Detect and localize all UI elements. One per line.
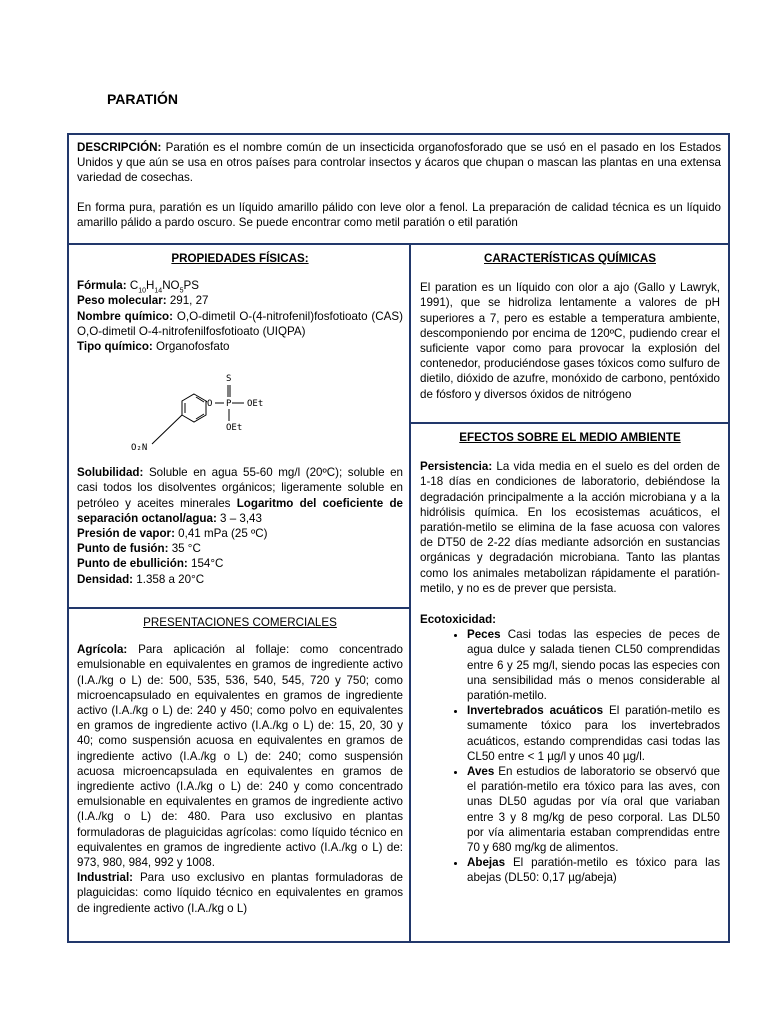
fusion-row: Punto de fusión: 35 °C bbox=[77, 542, 201, 556]
vapor-value: 0,41 mPa (25 ºC) bbox=[178, 527, 268, 541]
struct-oet1-label: OEt bbox=[247, 399, 264, 410]
nombre-row: Nombre químico: O,O-dimetil O-(4-nitrofenil)fosfotioato (CAS) O,O-dimetil O-4-nitrofenilfosfotioato (UIQPA) bbox=[77, 309, 403, 338]
struct-p-label: P bbox=[226, 399, 232, 410]
descripcion-box bbox=[67, 133, 730, 245]
list-item: • Peces Casi todas las especies de peces de agua dulce y salada tienen CL50 comprendidas entre 6 y 25 mg/l, siendo pocas las especies con una sensibilidad más o menos considerable al paratión-metilo. bbox=[467, 627, 720, 703]
propiedades-fisicas-box bbox=[67, 243, 411, 609]
ebullicion-row: Punto de ebullición: 154°C bbox=[77, 557, 224, 571]
formula-row bbox=[77, 278, 403, 293]
caracteristicas-quimicas-box bbox=[409, 243, 730, 424]
industrial-row: Industrial: Para uso exclusivo en plantas formuladoras de plaguicidas: como líquido técnico en equivalentes en gramos de ingrediente activo (I.A./kg o L) bbox=[77, 871, 403, 915]
vapor-row: Presión de vapor: 0,41 mPa (25 ºC) bbox=[77, 527, 268, 541]
densidad-row: Densidad: 1.358 a 20°C bbox=[77, 572, 205, 586]
descripcion-text-1: Paratión es el nombre común de un insecticida organofosforado que se usó en el pasado en los Estados Unidos y que aún se usa en otros países para controlar insectos y ácaros que chupan o mascan las plantas en una extensa variedad de cosechas. bbox=[77, 141, 721, 185]
ecotoxicidad-list bbox=[420, 627, 720, 885]
tipo-row: Tipo químico: Organofosfato bbox=[77, 340, 230, 354]
persistencia-text: La vida media en el suelo es del orden de 1-18 días en condiciones de laboratorio, debiéndose la degradación principalmente a la acción microbiana y a la hidrólisis química. En los ecosistemas acuáticos, el paratión-metilo se elimina de la fase acuosa con valores de DT50 de 2-22 días mediante adsorción en sustancias orgánicas y degradación microbiana. Tanto las plantas como los animales metabolizan rápidamente el paratión-metilo, y no es de prever que persista. bbox=[420, 460, 720, 595]
quimicas-text: El paration es un líquido con olor a ajo (Gallo y Lawryk, 1991), que se hidroliza lentamente a valores de pH superiores a 7, pero es estable a temperatura ambiente, descomponiendo por encima de 120ºC, pudiendo crear el suficiente vapor como para provocar la explosión del contenedor, produciéndose gases tóxicos como sulfuro de dietilo, dióxido de azufre, monóxido de carbono, pentóxido de fósforo y diversos óxidos de nitrógeno bbox=[420, 281, 720, 401]
ambiente-header: EFECTOS SOBRE EL MEDIO AMBIENTE bbox=[459, 431, 681, 444]
struct-o-label: O bbox=[207, 399, 213, 410]
peso-value: 291, 27 bbox=[169, 294, 209, 308]
persistencia-row: Persistencia: La vida media en el suelo es del orden de 1-18 días en condiciones de laboratorio, debiéndose la degradación principalmente a la acción microbiana y a la hidrólisis química. En los ecosistemas acuáticos, el paratión-metilo se elimina de la fase acuosa con valores de DT50 de 2-22 días mediante adsorción en sustancias orgánicas y degradación microbiana. Tanto las plantas como los animales metabolizan rápidamente el paratión-metilo, y no es de prever que persista. bbox=[420, 460, 720, 595]
formula-label: Fórmula: bbox=[77, 279, 127, 293]
list-item: • Aves En estudios de laboratorio se observó que el paratión-metilo era tóxico para las aves, con unas DL50 agudas por vía oral que variaban entre 3 y 8 mg/kg de peso corporal. Las DL50 por vía alimentaria estaban comprendidas entre 70 y 680 mg/kg de alimentos. bbox=[467, 764, 720, 855]
formula-value: $C_{10}H_{14}NO_5PS$ bbox=[129, 279, 199, 295]
page-title: PARATIÓN bbox=[107, 91, 179, 107]
list-item: • Invertebrados acuáticos El paratión-metilo es sumamente tóxico para los invertebrados acuáticos, estando comprendidas casi todas las CL50 entre < 1 µg/l y unos 40 µg/l. bbox=[467, 703, 720, 764]
agricola-row: Agrícola: Para aplicación al follaje: como concentrado emulsionable en equivalentes en gramos de ingrediente activo (I.A./kg o L) de: 500, 535, 536, 540, 545, 720 y 750; como microencapsulado en equivalentes en gramos de ingrediente activo (I.A./kg o L) de: 240 y 450; como polvo en equivalentes en gramos de ingrediente activo (I.A./kg o L) de: 15, 20, 30 y 40; como suspensión acuosa en equivalentes en gramos de ingrediente activo (I.A./kg o L) de: 240; como suspensión acuosa microencapsulada en equivalentes en gramos de ingrediente activo (I.A./kg o L) de: 240 y como concentrado emulsionable en equivalentes en gramos de ingrediente activo (I.A./kg o L) de: 480. Para uso exclusivo en plantas formuladoras de plaguicidas agrícolas: como líquido técnico en equivalentes en gramos de ingrediente activo (I.A./kg o L) de: 973, 980, 984, 992 y 1008. bbox=[77, 643, 403, 870]
propiedades-header: PROPIEDADES FÍSICAS: bbox=[171, 252, 309, 265]
chemical-structure bbox=[119, 372, 309, 457]
industrial-text: Para uso exclusivo en plantas formuladoras de plaguicidas: como líquido técnico en equivalentes en gramos de ingrediente activo (I.A./kg o L) bbox=[77, 871, 403, 915]
peso-row: Peso molecular: 291, 27 bbox=[77, 294, 209, 308]
densidad-value: 1.358 a 20°C bbox=[136, 572, 205, 586]
ebullicion-value: 154°C bbox=[191, 557, 224, 571]
quimicas-header: CARACTERÍSTICAS QUÍMICAS bbox=[484, 252, 656, 265]
fusion-value: 35 °C bbox=[171, 542, 201, 556]
ecotoxicidad-label: Ecotoxicidad: bbox=[420, 613, 497, 627]
presentaciones-box bbox=[67, 607, 411, 943]
struct-s-label: S bbox=[226, 374, 232, 385]
list-item: • Abejas El paratión-metilo es tóxico para las abejas (DL50: 0,17 µg/abeja) bbox=[467, 855, 720, 885]
nombre-value: O,O-dimetil O-(4-nitrofenil)fosfotioato (CAS) O,O-dimetil O-4-nitrofenilfosfotioato (UIQPA) bbox=[77, 309, 403, 338]
presentaciones-header: PRESENTACIONES COMERCIALES bbox=[143, 616, 337, 629]
medio-ambiente-box bbox=[409, 422, 730, 943]
struct-oet2-label: OEt bbox=[226, 423, 243, 434]
descripcion-text-2: En forma pura, paratión es un líquido amarillo pálido con leve olor a fenol. La preparación de calidad técnica es un líquido amarillo pálido a pardo oscuro. Se puede encontrar como metil paratión o etil paratión bbox=[77, 200, 721, 229]
tipo-value: Organofosfato bbox=[156, 340, 230, 354]
solubilidad-value: Soluble en agua 55-60 mg/l (20ºC); soluble en casi todos los disolventes orgánicos; ligeramente soluble en petróleo y aceites minerales bbox=[77, 466, 403, 510]
agricola-text: Para aplicación al follaje: como concentrado emulsionable en equivalentes en gramos de ingrediente activo (I.A./kg o L) de: 500, 535, 536, 540, 545, 720 y 750; como microencapsulado en equivalentes en gramos de ingrediente activo (I.A./kg o L) de: 240 y 450; como polvo en equivalentes en gramos de ingrediente activo (I.A./kg o L) de: 15, 20, 30 y 40; como suspensión acuosa en equivalentes en gramos de ingrediente activo (I.A./kg o L) de: 240; como suspensión acuosa microencapsulada en equivalentes en gramos de ingrediente activo (I.A./kg o L) de: 240 y como concentrado emulsionable en equivalentes en gramos de ingrediente activo (I.A./kg o L) de: 480. Para uso exclusivo en plantas formuladoras de plaguicidas agrícolas: como líquido técnico en equivalentes en gramos de ingrediente activo (I.A./kg o L) de: 973, 980, 984, 992 y 1008. bbox=[77, 643, 403, 870]
descripcion-label: DESCRIPCIÓN: bbox=[77, 141, 162, 154]
solubilidad-row: Solubilidad: Soluble en agua 55-60 mg/l (20ºC); soluble en casi todos los disolventes orgánicos; ligeramente soluble en petróleo y aceites minerales Logaritmo del coeficiente de separación octanol/agua: 3 – 3,43 bbox=[77, 466, 403, 525]
descripcion-p1 bbox=[77, 140, 721, 186]
logaritmo-value: 3 – 3,43 bbox=[220, 511, 262, 525]
struct-no2-label: O₂N bbox=[131, 443, 148, 454]
logaritmo-label: Logaritmo del coeficiente de separación octanol/agua: bbox=[77, 496, 403, 525]
